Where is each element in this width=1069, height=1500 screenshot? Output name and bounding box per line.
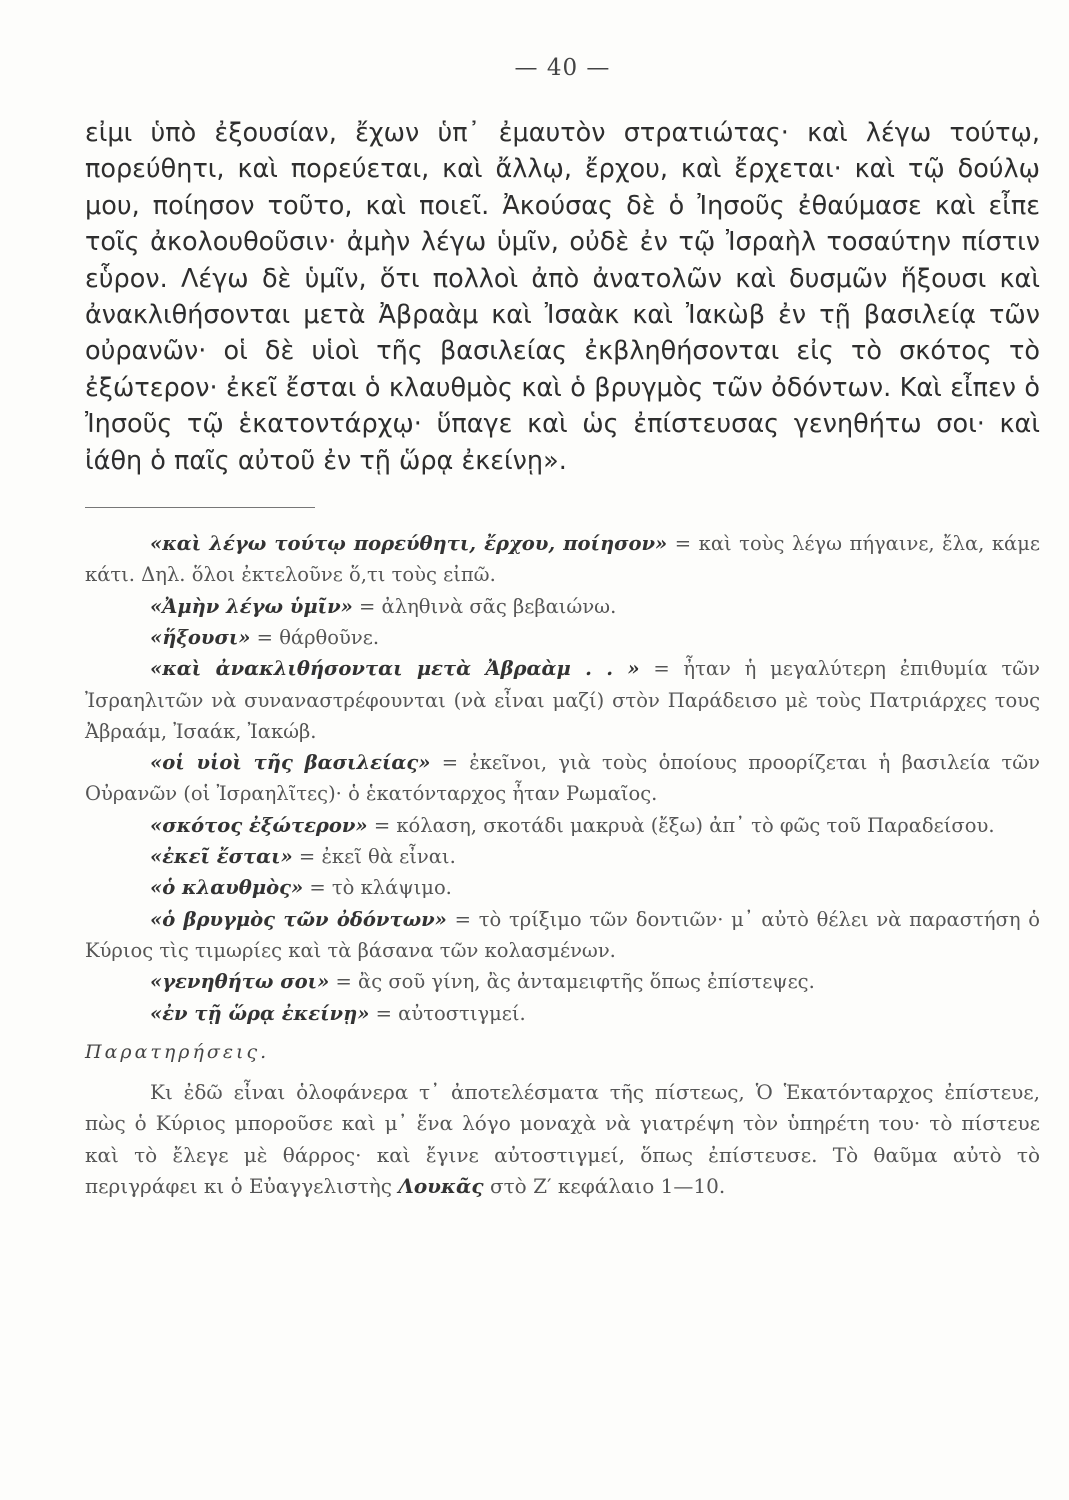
note-gloss: = τὸ κλάψιμο. [303, 876, 452, 900]
note-term: «σκότος ἐξώτερον» [150, 813, 368, 837]
note-gloss: = τὸ τρίξιμο τῶν δοντιῶν· μ᾽ αὐτὸ θέλει νὰ παραστήση ὁ Κύριος τὶς τιμωρίες καὶ τὰ βάσανα τῶν κολασμένων. [85, 907, 1040, 962]
note-gloss: = ἂς σοῦ γίνη, ἂς ἀνταμειφτῆς ὅπως ἐπίστεψες. [329, 970, 815, 994]
note-gloss: = ἀληθινὰ σᾶς βεβαιώνω. [352, 594, 617, 618]
note-term: «οἱ υἱοὶ τῆς βασιλείας» [150, 751, 431, 775]
remarks-heading: Παρατηρήσεις. [85, 1040, 270, 1063]
note-gloss: = καὶ τοὺς λέγω πήγαινε, ἔλα, κάμε κάτι. Δηλ. ὅλοι ἐκτελοῦνε ὅ,τι τοὺς εἰπῶ. [85, 532, 1040, 587]
note-gloss: = αὐτοστιγμεί. [369, 1001, 526, 1025]
note-term: «Ἀμὴν λέγω ὑμῖν» [150, 594, 353, 618]
remarks-paragraph [85, 1077, 1040, 1203]
glossary-note [85, 904, 1040, 967]
note-gloss: = κόλαση, σκοτάδι μακρυὰ (ἔξω) ἀπ᾽ τὸ φῶς τοῦ Παραδείσου. [367, 813, 995, 837]
note-term: «ἐν τῇ ὥρᾳ ἐκείνῃ» [150, 1001, 370, 1025]
note-term: «καὶ λέγω τούτῳ πορεύθητι, ἔρχου, ποίησον» [150, 532, 668, 556]
glossary-note [85, 528, 1040, 591]
remarks-text: Κι ἐδῶ εἶναι ὁλοφάνερα τ᾽ ἀποτελέσματα τῆς πίστεως, Ὁ Ἑκατόνταρχος ἐπίστευε, πὼς ὁ Κύριος μποροῦσε καὶ μ᾽ ἕνα λόγο μοναχὰ νὰ γιατρέψη τὸν ὑπηρέτη του· τὸ πίστευε καὶ τὸ ἔλεγε μὲ θάρρος· καὶ ἔγινε αὐτοστιγμεί, ὅπως ἐπίστευσε. Τὸ θαῦμα αὐτὸ τὸ περιγράφει κι ὁ Εὐαγγελιστὴς [85, 1079, 1040, 1199]
glossary-note [85, 810, 1040, 841]
evangelist-name: Λουκᾶς [398, 1174, 484, 1199]
note-gloss: = ἐκεῖνοι, γιὰ τοὺς ὁποίους προορίζεται ἡ βασιλεία τῶν Οὐρανῶν (οἱ Ἰσραηλῖτες)· ὁ ἑκατόνταρχος ἦταν Ρωμαῖος. [85, 751, 1041, 806]
page-number: — 40 — [514, 55, 611, 81]
note-term: «καὶ ἀνακλιθήσονται μετὰ Ἀβραὰμ . . » [150, 657, 640, 681]
note-term: «γενηθήτω σοι» [150, 970, 330, 994]
note-term: «ἐκεῖ ἔσται» [150, 845, 293, 869]
note-term: «ἥξουσι» [150, 625, 251, 649]
glossary-note [85, 841, 1040, 872]
glossary-note [85, 872, 1040, 903]
remarks-text-end: στὸ Ζ′ κεφάλαιο 1—10. [483, 1174, 726, 1199]
note-term: «ὁ βρυγμὸς τῶν ὀδόντων» [150, 907, 447, 931]
glossary-note [85, 591, 1040, 622]
glossary-note [85, 998, 1040, 1029]
separator-rule [85, 507, 315, 508]
scripture-paragraph: εἰμι ὑπὸ ἐξουσίαν, ἔχων ὑπ᾽ ἐμαυτὸν στρατιώτας· καὶ λέγω τούτῳ, πορεύθητι, καὶ πορεύεται, καὶ ἄλλῳ, ἔρχου, καὶ ἔρχεται· καὶ τῷ δούλῳ μου, ποίησον τοῦτο, καὶ ποιεῖ. Ἀκούσας δὲ ὁ Ἰησοῦς ἐθαύμασε καὶ εἶπε τοῖς ἀκολουθοῦσιν· ἀμὴν λέγω ὑμῖν, οὐδὲ ἐν τῷ Ἰσραὴλ τοσαύτην πίστιν εὗρον. Λέγω δὲ ὑμῖν, ὅτι πολλοὶ ἀπὸ ἀνατολῶν καὶ δυσμῶν ἥξουσι καὶ ἀνακλιθήσονται μετὰ Ἀβραὰμ καὶ Ἰσαὰκ καὶ Ἰακὼβ ἐν τῇ βασιλείᾳ τῶν οὐρανῶν· οἱ δὲ υἱοὶ τῆς βασιλείας ἐκβληθήσονται εἰς τὸ σκότος τὸ ἐξώτερον· ἐκεῖ ἔσται ὁ κλαυθμὸς καὶ ὁ βρυγμὸς τῶν ὀδόντων. Καὶ εἶπεν ὁ Ἰησοῦς τῷ ἑκατοντάρχῳ· ὕπαγε καὶ ὡς ἐπίστευσας γενηθήτω σοι· καὶ ἰάθη ὁ παῖς αὐτοῦ ἐν τῇ ὥρᾳ ἐκείνῃ». [85, 118, 1040, 476]
note-term: «ὁ κλαυθμὸς» [150, 876, 304, 900]
scripture-text [85, 115, 1040, 479]
glossary-notes [85, 528, 1040, 1029]
note-gloss: = θάρθοῦνε. [250, 625, 380, 649]
note-gloss: = ἦταν ἡ μεγαλύτερη ἐπιθυμία τῶν Ἰσραηλιτῶν νὰ συναναστρέφουνται (νὰ εἶναι μαζί) στὸν Παράδεισο μὲ τοὺς Πατριάρχες τους Ἀβραάμ, Ἰσαάκ, Ἰακώβ. [85, 657, 1040, 743]
glossary-note [85, 966, 1040, 997]
glossary-note [85, 747, 1040, 810]
glossary-note [85, 653, 1040, 747]
note-gloss: = ἐκεῖ θὰ εἶναι. [292, 845, 456, 869]
glossary-note [85, 622, 1040, 653]
document-page [85, 55, 1040, 1203]
